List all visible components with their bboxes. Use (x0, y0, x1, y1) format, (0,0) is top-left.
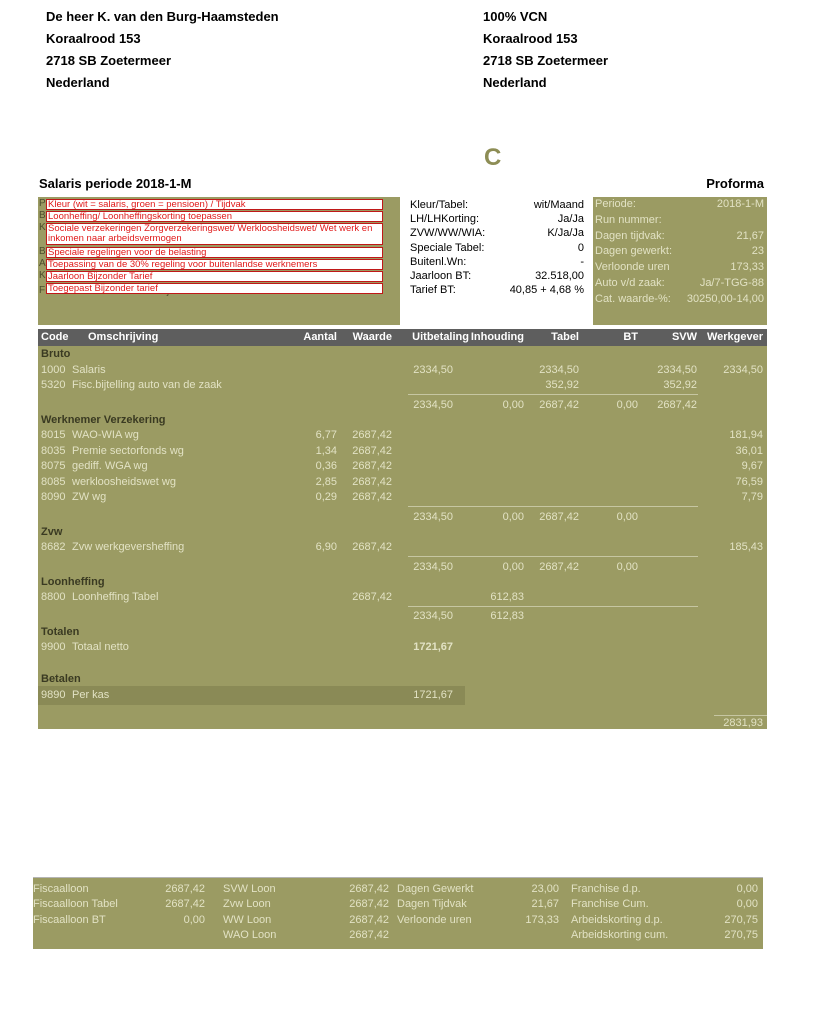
cell-inhouding: 0,00 (502, 561, 524, 573)
subtotal-row (38, 398, 767, 413)
employee-country: Nederland (46, 75, 110, 90)
info-label: Verloonde uren (595, 261, 670, 274)
cell-code: 5320 (41, 379, 66, 391)
cell-aantal: 6,90 (315, 541, 337, 553)
footer-value: 0,00 (736, 898, 758, 910)
info-row (408, 212, 588, 226)
table-row (38, 378, 767, 393)
section-header (38, 575, 767, 590)
table-row (38, 640, 767, 655)
cell-tabel: 2687,42 (539, 511, 579, 523)
cell-code: 1000 (41, 364, 66, 376)
info-row (408, 241, 588, 255)
legend-item-30-procent: Toepassing van de 30% regeling voor buitenlandse werknemers (46, 259, 383, 270)
info-value: 21,67 (736, 229, 764, 242)
cell-waarde: 2687,42 (352, 541, 392, 553)
cell-waarde: 2687,42 (352, 476, 392, 488)
employer-street: Koraalrood 153 (483, 31, 578, 46)
col-header-werkgever: Werkgever (706, 331, 763, 343)
cell-werkgever: 9,67 (741, 460, 763, 472)
cell-bt: 0,00 (616, 561, 638, 573)
employer-address (483, 6, 608, 94)
footer-label: WAO Loon (223, 929, 277, 941)
employee-postcode-city: 2718 SB Zoetermeer (46, 53, 172, 68)
subtotal-row (38, 510, 767, 525)
proforma-label: Proforma (706, 176, 764, 191)
legend-item-sociale-verzekeringen: Sociale verzekeringen Zorgverzekeringswet/ Werkloosheidswet/ Wet werk en inkomen naar arbeidsvermogen (46, 223, 383, 245)
footer-label: Fiscaalloon BT (33, 914, 106, 926)
info-label: Jaarloon BT: (410, 269, 472, 282)
footer-label: Dagen Tijdvak (397, 898, 467, 910)
section-title: Totalen (41, 626, 80, 638)
footer-value: 2687,42 (349, 914, 389, 926)
info-row (408, 226, 588, 240)
col-header-aantal: Aantal (303, 331, 337, 343)
cell-uitbetaling: 2334,50 (413, 610, 453, 622)
info-label: Auto v/d zaak: (595, 276, 665, 289)
footer-row (33, 928, 763, 943)
info-row (408, 269, 588, 283)
cell-tabel: 2687,42 (539, 399, 579, 411)
table-row (38, 428, 767, 443)
footer-value: 173,33 (525, 914, 559, 926)
cell-desc: Fisc.bijtelling auto van de zaak (72, 379, 222, 391)
table-row (38, 688, 767, 703)
info-value: 173,33 (730, 261, 764, 274)
cell-bt: 0,00 (616, 511, 638, 523)
cell-svw: 2334,50 (657, 364, 697, 376)
info-value: - (580, 255, 584, 268)
info-value: 32.518,00 (535, 269, 584, 282)
info-row (593, 260, 767, 276)
employer-name: 100% VCN (483, 9, 548, 24)
cell-code: 8682 (41, 541, 66, 553)
legend-letter: B (39, 246, 46, 257)
cell-uitbetaling: 2334,50 (413, 399, 453, 411)
cell-total-werkgever: 2831,93 (723, 717, 763, 729)
subtotal-row (38, 609, 767, 624)
legend-letter: K (39, 270, 46, 281)
info-row (408, 283, 588, 297)
category-letter: C (484, 144, 502, 171)
section-header (38, 672, 767, 687)
footer-value: 2687,42 (165, 898, 205, 910)
footer-value: 0,00 (183, 914, 205, 926)
cell-code: 9900 (41, 641, 66, 653)
col-header-desc: Omschrijving (88, 331, 159, 343)
cell-werkgever: 7,79 (741, 491, 763, 503)
info-value: Ja/7-TGG-88 (699, 276, 764, 289)
cell-uitbetaling: 2334,50 (413, 511, 453, 523)
cell-aantal: 1,34 (315, 445, 337, 457)
cell-aantal: 0,29 (315, 491, 337, 503)
section-title: Betalen (41, 673, 81, 685)
cell-code: 8800 (41, 591, 66, 603)
footer-value: 2687,42 (165, 883, 205, 895)
cell-werkgever: 36,01 (735, 445, 763, 457)
info-label: ZVW/WW/WIA: (410, 227, 486, 240)
footer-row (33, 882, 763, 897)
cell-werkgever: 76,59 (735, 476, 763, 488)
legend-box (38, 197, 400, 325)
cell-code: 8035 (41, 445, 66, 457)
legend-letter: F (39, 285, 46, 296)
col-header-bt: BT (623, 331, 638, 343)
cell-waarde: 2687,42 (352, 491, 392, 503)
subtotal-rule (408, 606, 698, 607)
total-werkgever-row (38, 716, 767, 731)
subtotal-rule (408, 394, 698, 395)
period-info-panel (593, 197, 767, 325)
info-label: Buitenl.Wn: (410, 255, 467, 268)
legend-letter: A (39, 258, 46, 269)
info-row (593, 276, 767, 292)
footer-value: 2687,42 (349, 883, 389, 895)
info-row (593, 244, 767, 260)
col-header-tabel: Tabel (551, 331, 579, 343)
cell-code: 9890 (41, 689, 66, 701)
footer-row (33, 913, 763, 928)
cell-svw: 352,92 (663, 379, 697, 391)
footer-value: 270,75 (724, 914, 758, 926)
cell-tabel: 2334,50 (539, 364, 579, 376)
cell-inhouding: 0,00 (502, 511, 524, 523)
table-row (38, 590, 767, 605)
footer-label: Fiscaalloon (33, 883, 89, 895)
legend-item-kleur: Kleur (wit = salaris, groen = pensioen) / Tijdvak (46, 199, 383, 210)
employer-country: Nederland (483, 75, 547, 90)
cell-inhouding: 612,83 (490, 591, 524, 603)
footer-value: 21,67 (531, 898, 559, 910)
cell-desc: Salaris (72, 364, 106, 376)
cell-werkgever: 181,94 (729, 429, 763, 441)
footer-label: WW Loon (223, 914, 272, 926)
footer-rule (33, 877, 763, 878)
info-label: Kleur/Tabel: (410, 199, 469, 211)
table-row (38, 459, 767, 474)
summary-footer (33, 877, 763, 949)
subtotal-rule (408, 506, 698, 507)
info-value: 40,85 + 4,68 % (509, 284, 584, 297)
info-label: Dagen gewerkt: (595, 245, 673, 258)
info-value: 30250,00-14,00 (686, 292, 764, 305)
col-header-uitbetaling: Uitbetaling (412, 331, 469, 343)
cell-code: 8075 (41, 460, 66, 472)
cell-code: 8085 (41, 476, 66, 488)
cell-desc: WAO-WIA wg (72, 429, 139, 441)
footer-row (33, 897, 763, 912)
footer-label: Dagen Gewerkt (397, 883, 474, 895)
info-label: Dagen tijdvak: (595, 229, 665, 242)
cell-desc: ZW wg (72, 491, 107, 503)
footer-label: Fiscaalloon Tabel (33, 898, 118, 910)
cell-bt: 0,00 (616, 399, 638, 411)
tax-settings-panel (408, 198, 588, 297)
info-value: 23 (751, 245, 764, 258)
cell-uitbetaling: 2334,50 (413, 561, 453, 573)
cell-desc: Loonheffing Tabel (72, 591, 159, 603)
footer-label: Franchise d.p. (571, 883, 641, 895)
legend-letter: B (39, 210, 46, 221)
cell-werkgever: 2334,50 (723, 364, 763, 376)
legend-item-toegepast-bt: Toegepast Bijzonder tarief (46, 283, 383, 294)
cell-aantal: 0,36 (315, 460, 337, 472)
employee-address (46, 6, 279, 94)
footer-value: 2687,42 (349, 929, 389, 941)
cell-waarde: 2687,42 (352, 591, 392, 603)
legend-item-speciale-regelingen: Speciale regelingen voor de belasting (46, 247, 383, 258)
info-label: LH/LHKorting: (410, 213, 480, 226)
section-header (38, 525, 767, 540)
footer-value: 270,75 (724, 929, 758, 941)
legend-letter: K (39, 222, 46, 233)
info-value: wit/Maand (533, 199, 584, 211)
footer-label: Zvw Loon (223, 898, 271, 910)
cell-desc: Totaal netto (72, 641, 129, 653)
cell-aantal: 2,85 (315, 476, 337, 488)
cell-inhouding: 0,00 (502, 399, 524, 411)
info-value: K/Ja/Ja (547, 227, 584, 240)
info-value: Ja/Ja (557, 213, 584, 226)
cell-waarde: 2687,42 (352, 460, 392, 472)
cell-waarde: 2687,42 (352, 445, 392, 457)
cell-werkgever: 185,43 (729, 541, 763, 553)
page-title: Salaris periode 2018-1-M (39, 176, 192, 191)
col-header-inhouding: Inhouding (470, 331, 524, 343)
cell-desc: werkloosheidswet wg (72, 476, 176, 488)
info-row (593, 292, 767, 308)
section-title: Zvw (41, 526, 63, 538)
info-row (593, 213, 767, 229)
info-label: Periode: (595, 198, 636, 210)
info-row (408, 255, 588, 269)
footer-label: Arbeidskorting d.p. (571, 914, 663, 926)
cell-desc: Per kas (72, 689, 110, 701)
info-label: Run nummer: (595, 213, 662, 226)
cell-uitbetaling: 1721,67 (413, 641, 453, 653)
section-title: Werknemer Verzekering (41, 414, 166, 426)
col-header-svw: SVW (671, 331, 697, 343)
cell-desc: gediff. WGA wg (72, 460, 148, 472)
section-header (38, 413, 767, 428)
cell-code: 8015 (41, 429, 66, 441)
info-row (593, 229, 767, 245)
subtotal-rule (408, 556, 698, 557)
employer-postcode-city: 2718 SB Zoetermeer (483, 53, 609, 68)
footer-label: Verloonde uren (397, 914, 472, 926)
table-row (38, 475, 767, 490)
info-label: Tarief BT: (410, 284, 456, 297)
cell-desc: Premie sectorfonds wg (72, 445, 184, 457)
footer-value: 23,00 (531, 883, 559, 895)
footer-label: SVW Loon (223, 883, 276, 895)
info-label: Cat. waarde-%: (595, 292, 671, 305)
cell-code: 8090 (41, 491, 66, 503)
info-row (593, 197, 767, 213)
employee-street: Koraalrood 153 (46, 31, 141, 46)
table-header (38, 329, 767, 346)
info-label: Speciale Tabel: (410, 241, 485, 254)
cell-desc: Zvw werkgeversheffing (72, 541, 185, 553)
cell-tabel: 352,92 (545, 379, 579, 391)
cell-tabel: 2687,42 (539, 561, 579, 573)
legend-item-loonheffing: Loonheffing/ Loonheffingskorting toepassen (46, 211, 383, 222)
info-value: 0 (577, 241, 584, 254)
cell-uitbetaling: 2334,50 (413, 364, 453, 376)
section-header (38, 347, 767, 362)
cell-uitbetaling: 1721,67 (413, 689, 453, 701)
section-header (38, 625, 767, 640)
col-header-waarde: Waarde (352, 331, 392, 343)
subtotal-row (38, 560, 767, 575)
cell-waarde: 2687,42 (352, 429, 392, 441)
footer-value: 0,00 (736, 883, 758, 895)
info-row (408, 198, 588, 212)
col-header-code: Code (41, 331, 69, 343)
table-row (38, 444, 767, 459)
table-row (38, 363, 767, 378)
cell-aantal: 6,77 (315, 429, 337, 441)
footer-label: Franchise Cum. (571, 898, 649, 910)
footer-value: 2687,42 (349, 898, 389, 910)
cell-inhouding: 612,83 (490, 610, 524, 622)
legend-item-jaarloon-bt: Jaarloon Bijzonder Tarief (46, 271, 383, 282)
cell-svw: 2687,42 (657, 399, 697, 411)
table-row (38, 490, 767, 505)
salary-table (38, 329, 767, 729)
table-row (38, 540, 767, 555)
employee-name: De heer K. van den Burg-Haamsteden (46, 9, 279, 24)
section-title: Bruto (41, 348, 71, 360)
section-title: Loonheffing (41, 576, 105, 588)
footer-label: Arbeidskorting cum. (571, 929, 669, 941)
legend-letter: P (39, 198, 46, 209)
info-value: 2018-1-M (716, 198, 764, 210)
